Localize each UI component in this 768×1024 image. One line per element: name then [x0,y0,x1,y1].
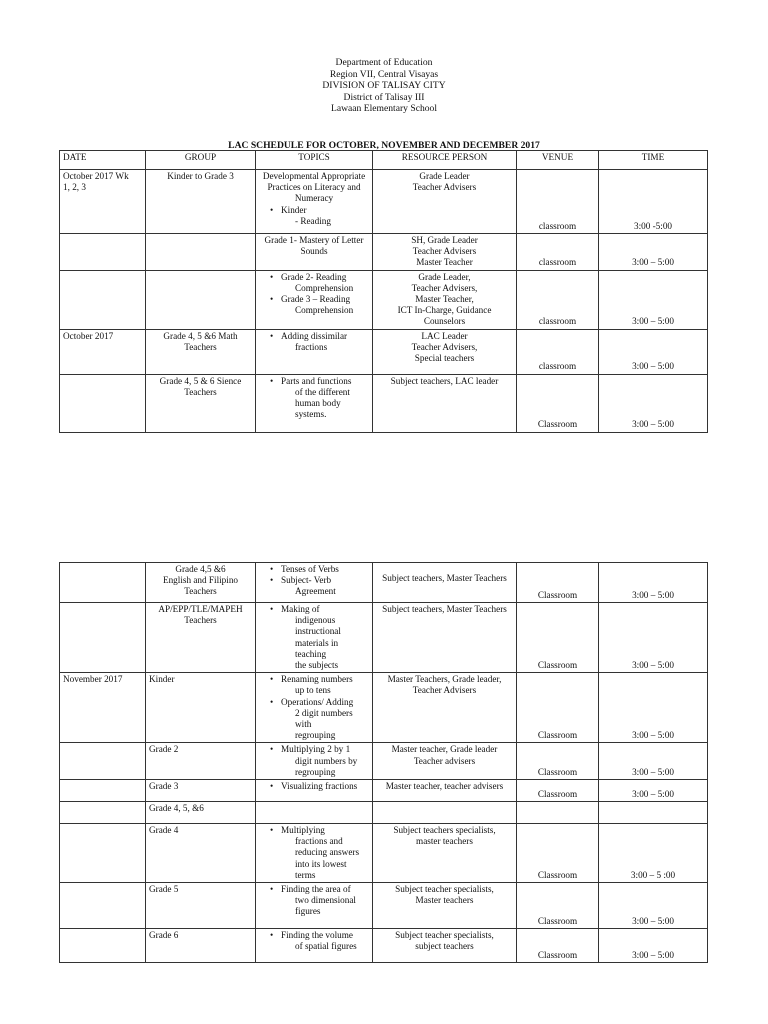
time-text: 3:00 – 5:00 [632,257,674,268]
group-text: Teachers [184,341,217,352]
topic-bullet-line: figures [295,906,321,917]
topic-bullet-line: instructional [295,626,341,637]
venue-cell [517,374,599,432]
table-row [60,780,708,802]
topic-bullet-line: Comprehension [295,282,354,293]
topic-text: Developmental Appropriate [262,171,366,181]
date-cell [60,603,146,673]
resource-text: Teacher Advisers [412,182,477,193]
group-cell [146,170,256,234]
table-row [60,883,708,929]
column-header: RESOURCE PERSON [373,151,517,170]
topic-bullet-line: into its lowest terms [295,858,347,880]
schedule-table-page-2 [59,562,708,963]
resource-text: ICT In-Charge, Guidance [397,305,492,316]
group-text: Kinder [149,674,175,685]
topic-bullet-line: up to tens [295,685,331,696]
group-text: Grade 4,5 &6 [175,564,226,574]
venue-text: Classroom [537,788,578,799]
resource-text: Teacher Advisers, [411,282,478,293]
resource-cell [373,673,517,743]
resource-text: Special teachers [414,353,475,364]
topic-bullet-line: 2 digit numbers with [295,707,353,730]
topic-bullet-line: Comprehension [295,305,354,316]
date-text: November 2017 [63,674,123,685]
date-cell [60,329,146,374]
group-text: Grade 5 [149,884,179,895]
resource-cell [373,802,517,824]
group-text: Grade 2 [149,744,179,755]
venue-text: classroom [538,257,577,268]
resource-text: Subject teachers, Master Teachers [382,573,507,583]
topic-bullet-line: systems. [295,409,327,420]
time-cell [599,603,708,673]
resource-text: Master Teacher, [415,294,474,305]
table-row [60,743,708,780]
resource-text: Master teacher, teacher advisers [385,781,504,792]
resource-text: Master teachers [415,895,474,906]
date-cell [60,234,146,271]
time-cell [599,170,708,234]
table-row [60,374,708,432]
topics-cell [256,603,373,673]
topic-bullet-line: • Grade 2- Reading [259,272,369,283]
column-header: TOPICS [256,151,373,170]
table-row [60,329,708,374]
date-cell [60,883,146,929]
topics-cell [256,780,373,802]
venue-cell [517,563,599,603]
topic-bullet-line: human body [295,398,341,409]
venue-cell [517,824,599,883]
topic-bullet-line: • Multiplying [259,825,369,836]
header-line: Department of Education [335,57,433,68]
date-cell [60,802,146,824]
date-cell [60,170,146,234]
time-cell [599,234,708,271]
topic-bullet-line: • Making of [259,604,369,615]
group-text: Kinder to Grade 3 [167,171,234,181]
header-line: Region VII, Central Visayas [329,68,439,80]
group-cell [146,270,256,329]
resource-text: Grade Leader, [418,271,471,282]
topics-cell [256,170,373,234]
topic-bullet-line: regrouping [295,766,336,777]
venue-cell [517,270,599,329]
topics-cell [256,374,373,432]
resource-text: Master Teacher [416,257,473,268]
table-row [60,929,708,963]
date-cell [60,270,146,329]
group-cell [146,673,256,743]
group-text: AP/EPP/TLE/MAPEH [158,604,243,614]
time-text: 3:00 – 5:00 [632,660,674,671]
topics-cell [256,743,373,780]
topic-bullet-line: • Subject- Verb [259,575,369,586]
group-cell [146,780,256,802]
group-cell [146,883,256,929]
resource-cell [373,603,517,673]
resource-cell [373,563,517,603]
topic-bullet-line: digit numbers by [295,755,358,766]
topics-cell [256,270,373,329]
topics-cell [256,883,373,929]
topics-cell [256,234,373,271]
time-cell [599,802,708,824]
time-cell [599,374,708,432]
topic-bullet-line: • Finding the area of [259,884,369,895]
date-text: October 2017 Wk [63,171,129,181]
venue-text: Classroom [537,419,578,430]
group-cell [146,603,256,673]
topic-bullet-line: fractions [295,341,328,352]
resource-text: Subject teachers, LAC leader [390,375,499,386]
topic-bullet-line: two dimensional [295,895,356,906]
topic-bullet-line: Agreement [295,586,336,597]
resource-cell [373,824,517,883]
date-cell [60,563,146,603]
time-cell [599,329,708,374]
resource-text: master teachers [416,836,473,847]
venue-cell [517,234,599,271]
resource-text: Teacher Advisers [412,685,477,696]
venue-text: Classroom [537,660,578,671]
resource-text: Counselors [423,316,466,327]
topic-bullet-line: • Kinder [259,205,369,216]
topic-text: Sounds [300,246,328,257]
topic-bullet-line: fractions and [295,836,343,847]
venue-text: Classroom [537,915,578,926]
time-cell [599,929,708,963]
table-row [60,824,708,883]
column-header: TIME [599,151,708,170]
date-cell [60,673,146,743]
time-text: 3:00 – 5:00 [632,361,674,372]
header-line: Lawaan Elementary School [330,103,438,115]
time-cell [599,824,708,883]
venue-text: Classroom [537,730,578,741]
schedule-title: LAC SCHEDULE FOR OCTOBER, NOVEMBER AND DECEMBER 2017 [228,140,540,151]
resource-cell [373,234,517,271]
time-cell [599,883,708,929]
topic-bullet-line: • Renaming numbers [259,674,369,685]
topics-cell [256,929,373,963]
resource-cell [373,743,517,780]
resource-text: Teacher advisers [413,755,476,766]
venue-cell [517,329,599,374]
header-line: DIVISION OF TALISAY CITY [322,80,446,92]
topic-text: Practices on Literacy and [267,182,361,193]
group-text: Grade 4, 5 & 6 Sience [159,375,242,386]
topic-bullet-line: • Multiplying 2 by 1 [259,744,369,755]
time-cell [599,780,708,802]
table-row [60,563,708,603]
date-cell [60,374,146,432]
table-row [60,802,708,824]
venue-text: Classroom [537,589,578,600]
time-cell [599,563,708,603]
time-text: 3:00 – 5:00 [632,316,674,327]
topic-bullet-line: materials in teaching [295,637,339,659]
topic-bullet-line: reducing answers [295,847,360,858]
time-text: 3:00 – 5:00 [632,915,674,926]
group-cell [146,374,256,432]
topic-bullet-line: • Grade 3 – Reading [259,294,369,305]
topics-cell [256,329,373,374]
topics-cell [256,563,373,603]
column-header: VENUE [517,151,599,170]
group-cell [146,802,256,824]
time-text: 3:00 – 5:00 [632,419,674,430]
column-header: DATE [60,151,146,170]
column-header: GROUP [146,151,256,170]
venue-text: Classroom [537,949,578,960]
venue-cell [517,780,599,802]
resource-cell [373,929,517,963]
topic-bullet-line: of spatial figures [295,941,357,952]
resource-text: Subject teachers, Master Teachers [382,604,507,614]
venue-cell [517,802,599,824]
header-line: District of Talisay III [343,91,425,103]
resource-text: Master Teachers, Grade leader, [387,674,502,685]
resource-cell [373,270,517,329]
group-text: Grade 4 [149,825,179,836]
resource-text: Subject teacher specialists, [395,930,494,941]
table-row [60,234,708,271]
table-row [60,673,708,743]
group-cell [146,824,256,883]
time-text: 3:00 – 5:00 [632,949,674,960]
time-text: 3:00 – 5:00 [632,589,674,600]
resource-cell [373,374,517,432]
venue-text: classroom [538,316,577,327]
group-text: Grade 4, 5, &6 [149,803,204,814]
resource-cell [373,170,517,234]
document-header [0,57,768,115]
venue-text: classroom [538,220,577,231]
resource-text: subject teachers [415,941,474,952]
table-row [60,170,708,234]
topic-bullet-line: • Adding dissimilar [259,331,369,342]
time-text: 3:00 -5:00 [633,220,673,231]
date-cell [60,743,146,780]
group-text: Teachers [184,586,217,597]
resource-text: Grade Leader [419,171,470,181]
topics-cell [256,824,373,883]
venue-cell [517,603,599,673]
group-cell [146,234,256,271]
topic-bullet-line: the subjects [295,660,339,671]
resource-text: Subject teacher specialists, [395,884,494,895]
table-row [60,270,708,329]
topic-subitem: - Reading [295,215,331,226]
time-cell [599,743,708,780]
group-cell [146,743,256,780]
time-cell [599,673,708,743]
group-text: Grade 6 [149,930,179,941]
group-cell [146,563,256,603]
group-cell [146,329,256,374]
date-text: 1, 2, 3 [63,182,86,193]
venue-cell [517,170,599,234]
table-row [60,603,708,673]
time-text: 3:00 – 5 :00 [630,869,676,880]
topic-text: Grade 1- Mastery of Letter [264,235,364,245]
topic-bullet-line: indigenous [295,615,336,626]
topics-cell [256,673,373,743]
group-text: Teachers [184,386,217,397]
topics-cell [256,802,373,824]
schedule-table-page-1 [59,150,708,433]
venue-cell [517,929,599,963]
date-text: October 2017 [63,330,114,341]
time-text: 3:00 – 5:00 [632,730,674,741]
date-cell [60,929,146,963]
resource-text: Subject teachers specialists, [393,825,496,836]
venue-cell [517,743,599,780]
group-text: Grade 3 [149,781,179,792]
time-text: 3:00 – 5:00 [632,766,674,777]
topic-bullet-line: • Tenses of Verbs [259,564,369,575]
topic-bullet-line: • Operations/ Adding [259,697,369,708]
group-text: Grade 4, 5 &6 Math [163,330,238,341]
group-text: English and Filipino [162,575,239,586]
date-cell [60,824,146,883]
resource-text: Master teacher, Grade leader [391,744,498,755]
resource-text: LAC Leader [421,330,468,341]
resource-text: SH, Grade Leader [411,235,478,245]
resource-cell [373,329,517,374]
topic-bullet-line: • Visualizing fractions [259,781,369,792]
group-text: Teachers [184,615,217,626]
venue-text: classroom [538,361,577,372]
resource-text: Teacher Advisers [412,246,477,257]
topic-bullet-line: • Finding the volume [259,930,369,941]
topic-bullet-line: • Parts and functions [259,376,369,387]
time-cell [599,270,708,329]
venue-cell [517,673,599,743]
group-cell [146,929,256,963]
topic-bullet-line: regrouping [295,730,336,741]
venue-text: Classroom [537,869,578,880]
venue-cell [517,883,599,929]
topic-bullet-line: of the different [295,386,350,397]
resource-text: Teacher Advisers, [411,341,478,352]
resource-cell [373,780,517,802]
time-text: 3:00 – 5:00 [632,788,674,799]
topic-text: Numeracy [294,193,334,204]
resource-cell [373,883,517,929]
venue-text: Classroom [537,766,578,777]
date-cell [60,780,146,802]
